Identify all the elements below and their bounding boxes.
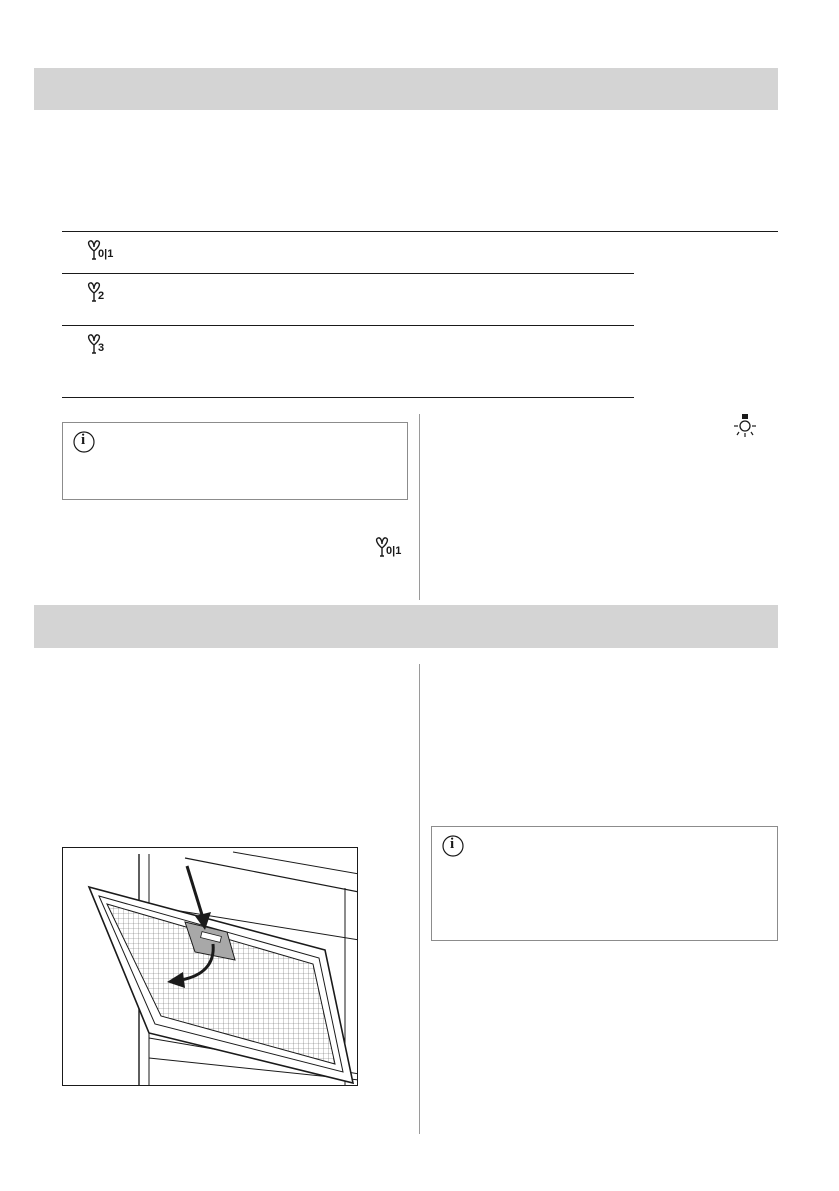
info-symbol: i — [450, 836, 455, 852]
table-row-rule-1 — [62, 273, 634, 274]
section-header-band-1 — [34, 68, 778, 110]
table-top-rule — [62, 231, 778, 232]
table-row-rule-2 — [62, 325, 634, 326]
section-header-band-2 — [34, 605, 778, 648]
column-divider-1 — [419, 414, 420, 600]
grease-filter-illustration — [62, 847, 358, 1086]
table-bottom-rule — [62, 397, 634, 398]
column-divider-2 — [419, 664, 420, 1134]
fan-speed-0-1-inline-label: 0|1 — [386, 545, 402, 557]
info-symbol: i — [81, 432, 86, 448]
fan-speed-0-1-label: 0|1 — [98, 248, 114, 260]
fan-speed-3-label: 3 — [98, 342, 105, 354]
info-box-1 — [62, 422, 408, 500]
fan-speed-2-label: 2 — [98, 290, 105, 302]
light-bulb-icon — [733, 413, 757, 444]
info-box-2 — [431, 826, 778, 941]
